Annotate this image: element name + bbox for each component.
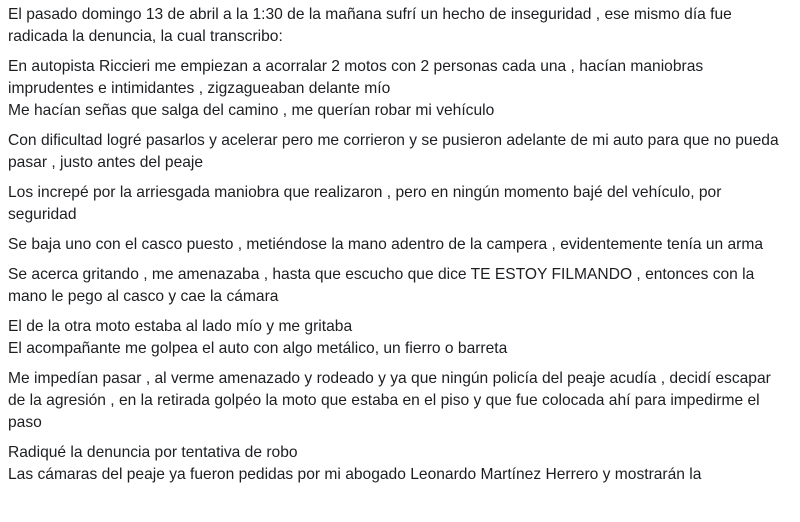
post-text-line: Me impedían pasar , al verme amenazado y rodeado y ya que ningún policía del peaje acudía , decidí escapar de la agresión , en la retirada golpéo la moto que estaba en el piso y que fue colocada ahí para impedirme el paso [8, 370, 771, 431]
post-text-line: El acompañante me golpea el auto con algo metálico, un fierro o barreta [8, 340, 508, 357]
post-body [8, 4, 792, 494]
post-text-line: Con dificultad logré pasarlos y acelerar pero me corrieron y se pusieron adelante de mi auto para que no pueda pasar , justo antes del peaje [8, 132, 779, 171]
post-paragraph [8, 182, 792, 226]
post-paragraph [8, 56, 792, 122]
post-paragraph [8, 442, 792, 486]
post-text-line: Se acerca gritando , me amenazaba , hasta que escucho que dice TE ESTOY FILMANDO , entonces con la mano le pego al casco y cae la cámara [8, 266, 755, 305]
post-paragraph [8, 264, 792, 308]
post-paragraph [8, 368, 792, 434]
post-paragraph [8, 234, 792, 256]
post-text-line: Los increpé por la arriesgada maniobra que realizaron , pero en ningún momento bajé del vehículo, por seguridad [8, 184, 722, 223]
post-text-line: Las cámaras del peaje ya fueron pedidas por mi abogado Leonardo Martínez Herrero y mostrarán la [8, 466, 702, 483]
post-text-line: El pasado domingo 13 de abril a la 1:30 de la mañana sufrí un hecho de inseguridad , ese mismo día fue radicada la denuncia, la cual transcribo: [8, 6, 732, 45]
post-text-line: El de la otra moto estaba al lado mío y me gritaba [8, 318, 353, 335]
post-text-line: Se baja uno con el casco puesto , metiéndose la mano adentro de la campera , evidentemente tenía un arma [8, 236, 764, 253]
post-text-line: Me hacían señas que salga del camino , me querían robar mi vehículo [8, 102, 495, 119]
post-paragraph [8, 316, 792, 360]
post-text-line: En autopista Riccieri me empiezan a acorralar 2 motos con 2 personas cada una , hacían maniobras imprudentes e intimidantes , zigzagueaban delante mío [8, 58, 704, 97]
post-paragraph [8, 130, 792, 174]
post-paragraph [8, 4, 792, 48]
post-text-line: Radiqué la denuncia por tentativa de robo [8, 444, 298, 461]
